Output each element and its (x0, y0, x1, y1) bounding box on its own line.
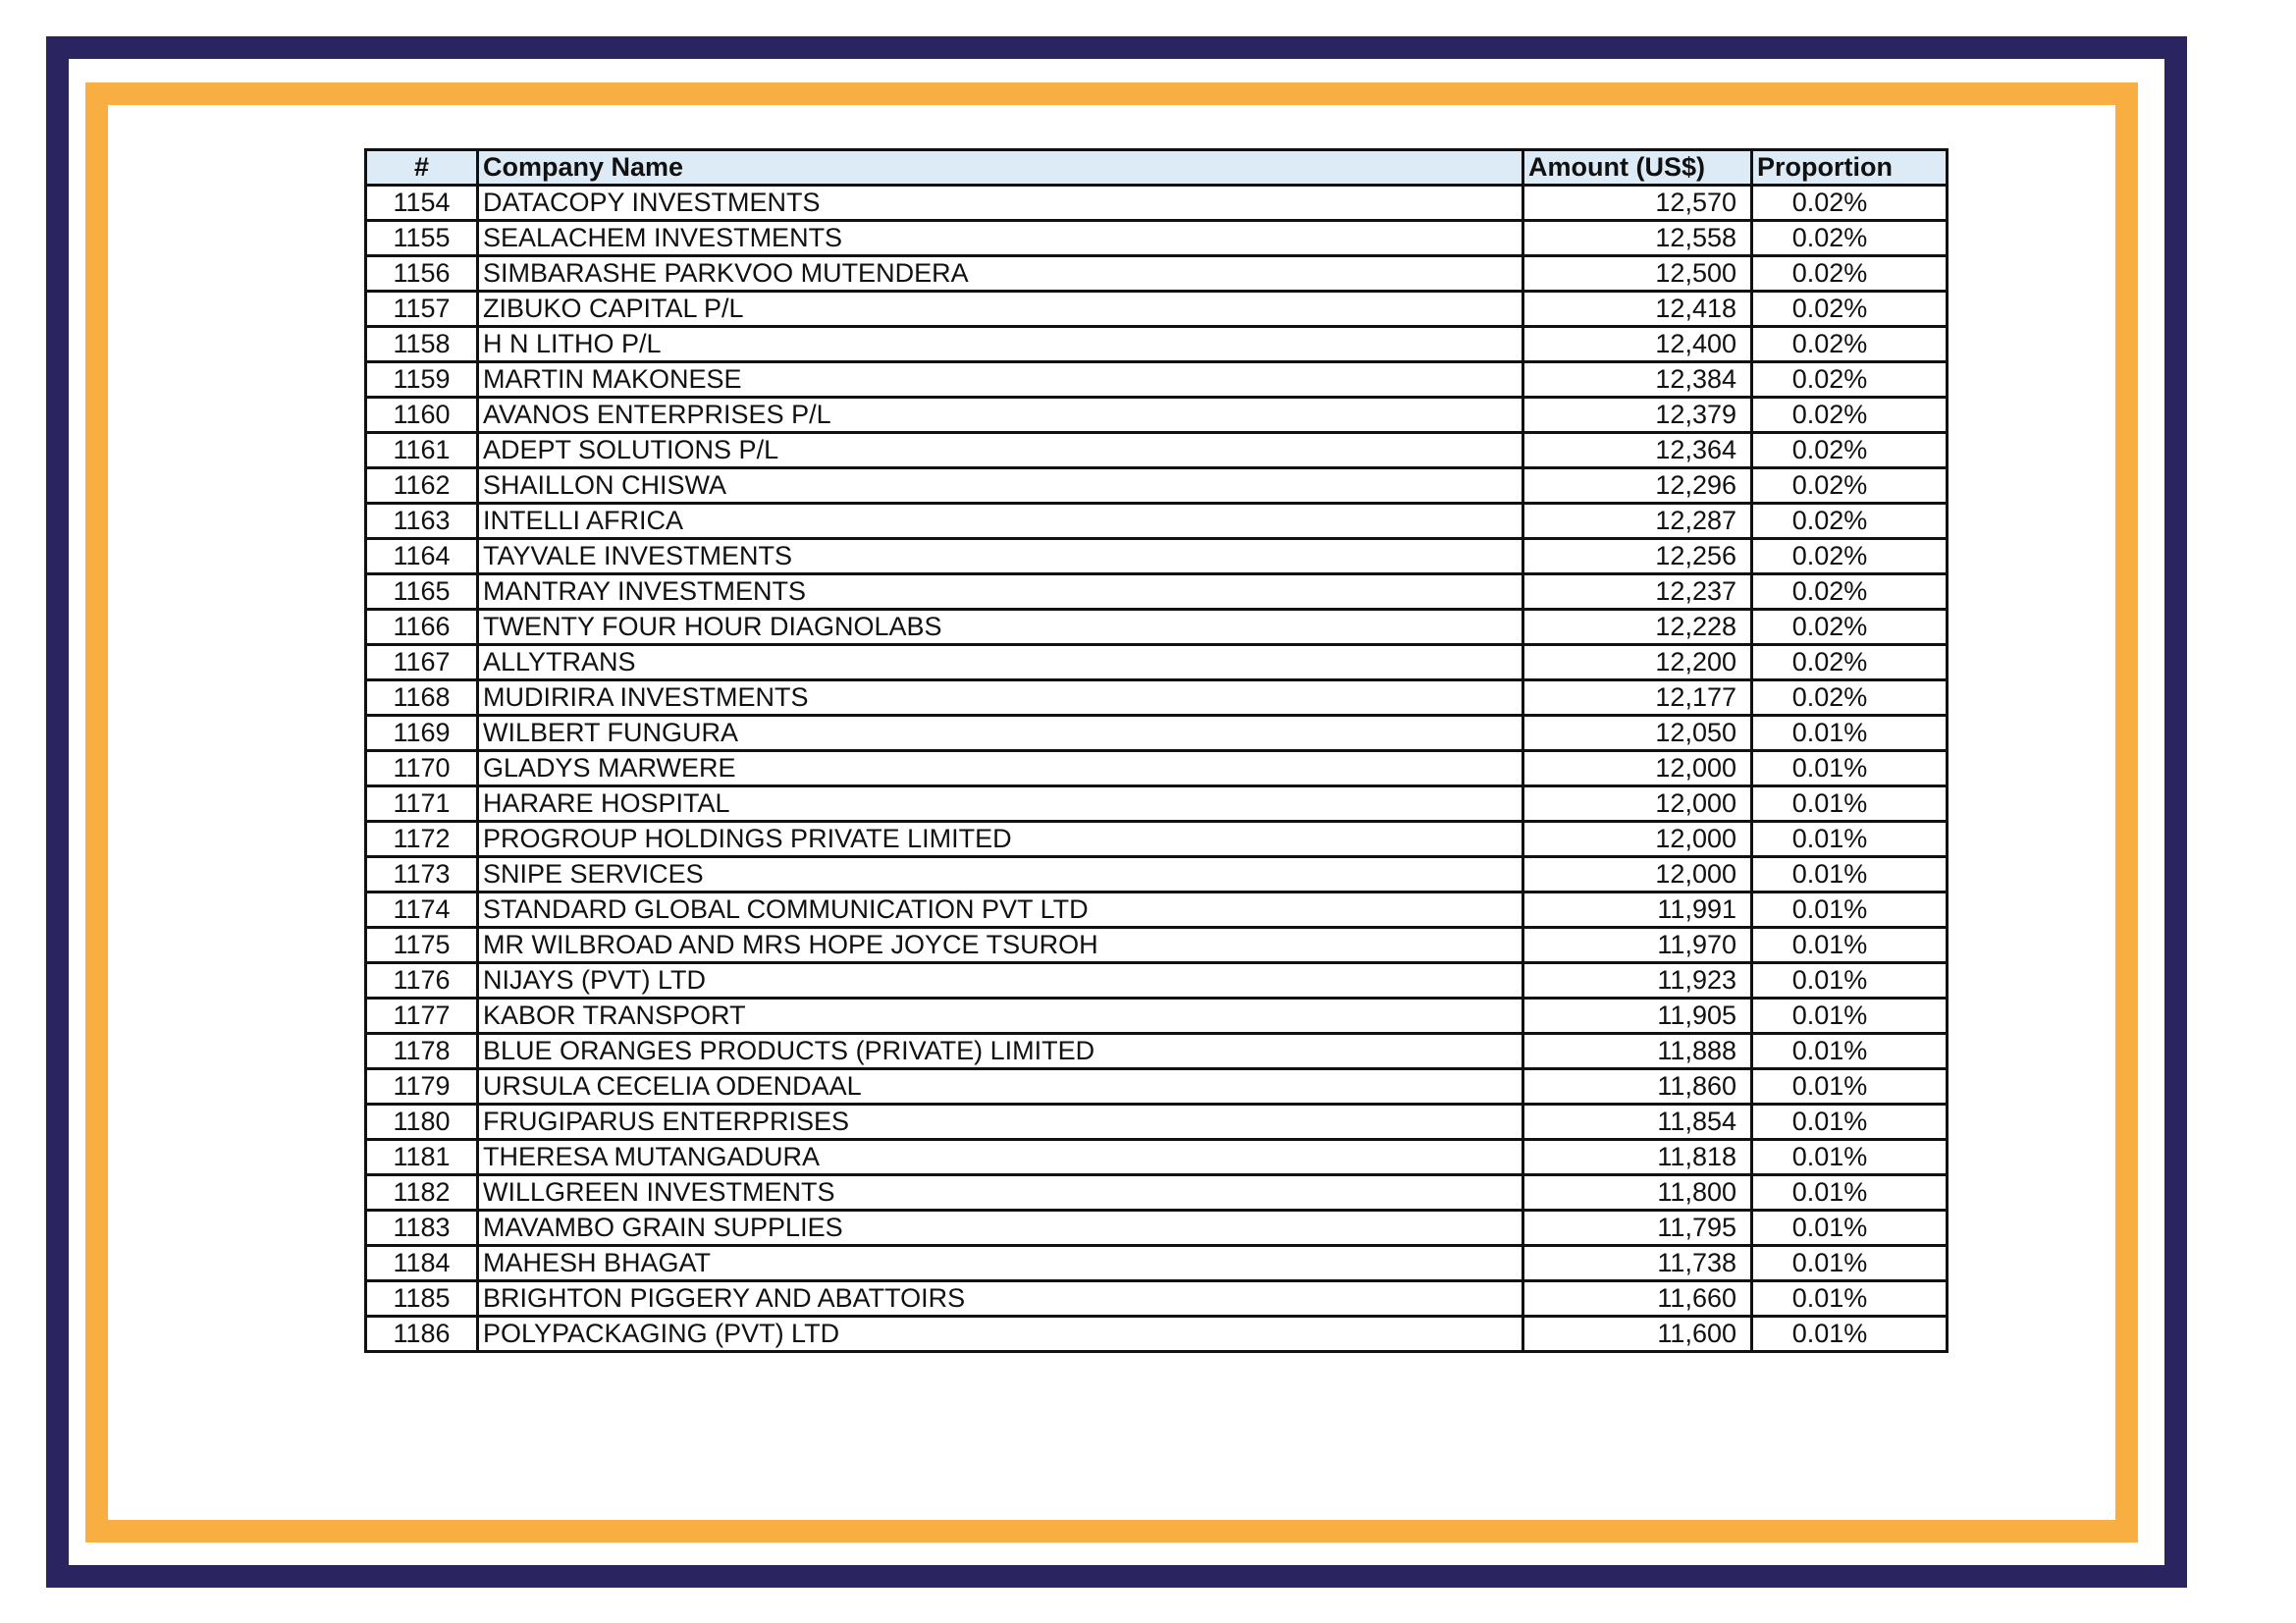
row-number-cell: 1180 (366, 1105, 478, 1140)
proportion-cell: 0.02% (1752, 468, 1948, 504)
company-name-cell: TAYVALE INVESTMENTS (478, 539, 1523, 574)
company-name-cell: SEALACHEM INVESTMENTS (478, 221, 1523, 256)
amount-cell: 12,379 (1523, 398, 1752, 433)
row-number-cell: 1156 (366, 256, 478, 292)
row-number-cell: 1158 (366, 327, 478, 362)
table-row (366, 327, 1948, 362)
company-name-cell: HARARE HOSPITAL (478, 786, 1523, 822)
proportion-cell: 0.02% (1752, 256, 1948, 292)
proportion-cell: 0.02% (1752, 504, 1948, 539)
row-number-cell: 1163 (366, 504, 478, 539)
proportion-cell: 0.01% (1752, 1175, 1948, 1211)
amount-cell: 12,000 (1523, 822, 1752, 857)
proportion-cell: 0.01% (1752, 1246, 1948, 1281)
company-name-cell: ADEPT SOLUTIONS P/L (478, 433, 1523, 468)
table-row (366, 256, 1948, 292)
amount-cell: 11,795 (1523, 1211, 1752, 1246)
amount-cell: 11,923 (1523, 963, 1752, 999)
row-number-cell: 1169 (366, 716, 478, 751)
row-number-cell: 1164 (366, 539, 478, 574)
company-name-cell: SNIPE SERVICES (478, 857, 1523, 893)
amount-cell: 12,400 (1523, 327, 1752, 362)
row-number-cell: 1154 (366, 186, 478, 221)
amount-cell: 11,818 (1523, 1140, 1752, 1175)
amount-cell: 11,800 (1523, 1175, 1752, 1211)
amount-cell: 11,888 (1523, 1034, 1752, 1069)
company-name-cell: MANTRAY INVESTMENTS (478, 574, 1523, 610)
amount-cell: 12,296 (1523, 468, 1752, 504)
company-name-cell: MAHESH BHAGAT (478, 1246, 1523, 1281)
company-name-cell: MARTIN MAKONESE (478, 362, 1523, 398)
amount-cell: 12,050 (1523, 716, 1752, 751)
company-name-cell: KABOR TRANSPORT (478, 999, 1523, 1034)
amount-cell: 11,970 (1523, 928, 1752, 963)
company-name-cell: WILLGREEN INVESTMENTS (478, 1175, 1523, 1211)
company-name-cell: INTELLI AFRICA (478, 504, 1523, 539)
row-number-cell: 1168 (366, 680, 478, 716)
proportion-cell: 0.02% (1752, 680, 1948, 716)
table-row (366, 645, 1948, 680)
amount-cell: 11,738 (1523, 1246, 1752, 1281)
row-number-cell: 1167 (366, 645, 478, 680)
amount-cell: 11,854 (1523, 1105, 1752, 1140)
proportion-cell: 0.01% (1752, 1317, 1948, 1352)
row-number-cell: 1173 (366, 857, 478, 893)
row-number-cell: 1161 (366, 433, 478, 468)
amount-cell: 12,287 (1523, 504, 1752, 539)
proportion-cell: 0.01% (1752, 1105, 1948, 1140)
amount-cell: 11,991 (1523, 893, 1752, 928)
table-row (366, 186, 1948, 221)
table-row (366, 1175, 1948, 1211)
row-number-cell: 1174 (366, 893, 478, 928)
table-row (366, 786, 1948, 822)
company-name-cell: ALLYTRANS (478, 645, 1523, 680)
company-name-cell: TWENTY FOUR HOUR DIAGNOLABS (478, 610, 1523, 645)
amount-cell: 12,177 (1523, 680, 1752, 716)
amount-cell: 12,200 (1523, 645, 1752, 680)
table-row (366, 1211, 1948, 1246)
proportion-cell: 0.01% (1752, 751, 1948, 786)
table-row (366, 1246, 1948, 1281)
header-number: # (366, 150, 478, 186)
table-row (366, 292, 1948, 327)
company-name-cell: GLADYS MARWERE (478, 751, 1523, 786)
row-number-cell: 1176 (366, 963, 478, 999)
header-proportion: Proportion (1752, 150, 1948, 186)
proportion-cell: 0.01% (1752, 1069, 1948, 1105)
table-row (366, 504, 1948, 539)
table-row (366, 893, 1948, 928)
table-row (366, 610, 1948, 645)
proportion-cell: 0.02% (1752, 221, 1948, 256)
row-number-cell: 1162 (366, 468, 478, 504)
amount-cell: 11,860 (1523, 1069, 1752, 1105)
table-row (366, 539, 1948, 574)
table-row (366, 1034, 1948, 1069)
company-name-cell: MAVAMBO GRAIN SUPPLIES (478, 1211, 1523, 1246)
proportion-cell: 0.01% (1752, 928, 1948, 963)
amount-cell: 12,384 (1523, 362, 1752, 398)
table-row (366, 362, 1948, 398)
amount-cell: 12,570 (1523, 186, 1752, 221)
amount-cell: 12,418 (1523, 292, 1752, 327)
proportion-cell: 0.02% (1752, 292, 1948, 327)
row-number-cell: 1171 (366, 786, 478, 822)
table-row (366, 928, 1948, 963)
company-name-cell: DATACOPY INVESTMENTS (478, 186, 1523, 221)
proportion-cell: 0.01% (1752, 1281, 1948, 1317)
table-row (366, 468, 1948, 504)
table-row (366, 1317, 1948, 1352)
table-row (366, 574, 1948, 610)
amount-cell: 12,000 (1523, 857, 1752, 893)
company-name-cell: URSULA CECELIA ODENDAAL (478, 1069, 1523, 1105)
table-row (366, 751, 1948, 786)
row-number-cell: 1166 (366, 610, 478, 645)
proportion-cell: 0.02% (1752, 433, 1948, 468)
proportion-cell: 0.01% (1752, 822, 1948, 857)
row-number-cell: 1172 (366, 822, 478, 857)
company-name-cell: MUDIRIRA INVESTMENTS (478, 680, 1523, 716)
company-amounts-table (364, 148, 1949, 1353)
table-row (366, 857, 1948, 893)
row-number-cell: 1186 (366, 1317, 478, 1352)
header-row (366, 150, 1948, 186)
table-row (366, 433, 1948, 468)
table-row (366, 398, 1948, 433)
row-number-cell: 1181 (366, 1140, 478, 1175)
row-number-cell: 1185 (366, 1281, 478, 1317)
amount-cell: 12,256 (1523, 539, 1752, 574)
amount-cell: 11,660 (1523, 1281, 1752, 1317)
table-row (366, 680, 1948, 716)
amount-cell: 12,558 (1523, 221, 1752, 256)
table-row (366, 1069, 1948, 1105)
proportion-cell: 0.02% (1752, 645, 1948, 680)
proportion-cell: 0.02% (1752, 610, 1948, 645)
company-name-cell: SHAILLON CHISWA (478, 468, 1523, 504)
row-number-cell: 1184 (366, 1246, 478, 1281)
company-name-cell: SIMBARASHE PARKVOO MUTENDERA (478, 256, 1523, 292)
amount-cell: 12,228 (1523, 610, 1752, 645)
row-number-cell: 1157 (366, 292, 478, 327)
company-name-cell: ZIBUKO CAPITAL P/L (478, 292, 1523, 327)
company-name-cell: STANDARD GLOBAL COMMUNICATION PVT LTD (478, 893, 1523, 928)
proportion-cell: 0.01% (1752, 716, 1948, 751)
company-name-cell: BLUE ORANGES PRODUCTS (PRIVATE) LIMITED (478, 1034, 1523, 1069)
row-number-cell: 1175 (366, 928, 478, 963)
table-row (366, 221, 1948, 256)
amount-cell: 12,500 (1523, 256, 1752, 292)
proportion-cell: 0.01% (1752, 857, 1948, 893)
company-name-cell: THERESA MUTANGADURA (478, 1140, 1523, 1175)
row-number-cell: 1160 (366, 398, 478, 433)
proportion-cell: 0.02% (1752, 362, 1948, 398)
row-number-cell: 1182 (366, 1175, 478, 1211)
proportion-cell: 0.01% (1752, 786, 1948, 822)
proportion-cell: 0.01% (1752, 893, 1948, 928)
proportion-cell: 0.02% (1752, 539, 1948, 574)
company-name-cell: PROGROUP HOLDINGS PRIVATE LIMITED (478, 822, 1523, 857)
proportion-cell: 0.02% (1752, 327, 1948, 362)
row-number-cell: 1178 (366, 1034, 478, 1069)
company-name-cell: AVANOS ENTERPRISES P/L (478, 398, 1523, 433)
amount-cell: 11,600 (1523, 1317, 1752, 1352)
amount-cell: 12,000 (1523, 751, 1752, 786)
company-name-cell: H N LITHO P/L (478, 327, 1523, 362)
company-name-cell: FRUGIPARUS ENTERPRISES (478, 1105, 1523, 1140)
company-name-cell: NIJAYS (PVT) LTD (478, 963, 1523, 999)
row-number-cell: 1165 (366, 574, 478, 610)
table-row (366, 716, 1948, 751)
table-body (366, 186, 1948, 1352)
row-number-cell: 1177 (366, 999, 478, 1034)
amount-cell: 12,237 (1523, 574, 1752, 610)
table-row (366, 822, 1948, 857)
proportion-cell: 0.02% (1752, 574, 1948, 610)
row-number-cell: 1179 (366, 1069, 478, 1105)
proportion-cell: 0.01% (1752, 1034, 1948, 1069)
table-row (366, 963, 1948, 999)
row-number-cell: 1159 (366, 362, 478, 398)
company-name-cell: BRIGHTON PIGGERY AND ABATTOIRS (478, 1281, 1523, 1317)
proportion-cell: 0.01% (1752, 963, 1948, 999)
header-company-name: Company Name (478, 150, 1523, 186)
proportion-cell: 0.01% (1752, 1211, 1948, 1246)
row-number-cell: 1155 (366, 221, 478, 256)
amount-cell: 12,364 (1523, 433, 1752, 468)
header-amount: Amount (US$) (1523, 150, 1752, 186)
company-name-cell: MR WILBROAD AND MRS HOPE JOYCE TSUROH (478, 928, 1523, 963)
table-row (366, 1281, 1948, 1317)
company-name-cell: WILBERT FUNGURA (478, 716, 1523, 751)
company-name-cell: POLYPACKAGING (PVT) LTD (478, 1317, 1523, 1352)
amount-cell: 12,000 (1523, 786, 1752, 822)
proportion-cell: 0.02% (1752, 398, 1948, 433)
table-row (366, 999, 1948, 1034)
table-row (366, 1105, 1948, 1140)
proportion-cell: 0.02% (1752, 186, 1948, 221)
table-row (366, 1140, 1948, 1175)
row-number-cell: 1183 (366, 1211, 478, 1246)
proportion-cell: 0.01% (1752, 1140, 1948, 1175)
amount-cell: 11,905 (1523, 999, 1752, 1034)
proportion-cell: 0.01% (1752, 999, 1948, 1034)
row-number-cell: 1170 (366, 751, 478, 786)
